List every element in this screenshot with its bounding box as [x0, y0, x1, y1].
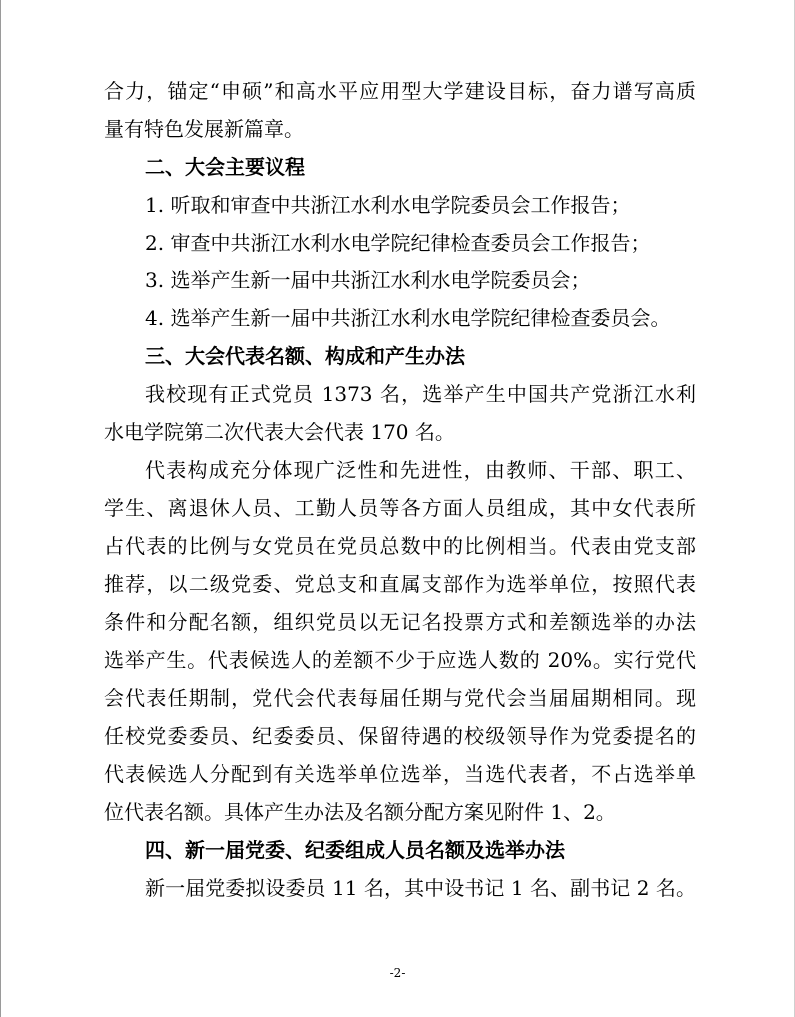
page-number: -2-: [389, 966, 406, 980]
paragraph-line: 代表构成充分体现广泛性和先进性，由教师、干部、职工、: [145, 458, 696, 482]
paragraph-line: 占代表的比例与女党员在党员总数中的比例相当。代表由党支部: [104, 534, 696, 558]
paragraph-line: 条件和分配名额，组织党员以无记名投票方式和差额选举的办法: [104, 610, 696, 634]
paragraph-line: 位代表名额。具体产生办法及名额分配方案见附件 1、2。: [104, 800, 616, 824]
paragraph-line: 新一届党委拟设委员 11 名，其中设书记 1 名、副书记 2 名。: [145, 876, 696, 900]
paragraph-line: 会代表任期制，党代会代表每届任期与党代会当届届期相同。现: [104, 686, 696, 710]
agenda-item: 2. 审查中共浙江水利水电学院纪律检查委员会工作报告；: [145, 231, 651, 255]
section-heading: 二、大会主要议程: [145, 155, 305, 179]
page-edge-left: [0, 0, 1, 1017]
section-heading: 四、新一届党委、纪委组成人员名额及选举办法: [145, 838, 565, 862]
paragraph-line: 量有特色发展新篇章。: [104, 117, 304, 141]
paragraph-line: 选举产生。代表候选人的差额不少于应选人数的 20%。实行党代: [104, 648, 696, 672]
paragraph-line: 我校现有正式党员 1373 名，选举产生中国共产党浙江水利: [145, 382, 696, 406]
paragraph-line: 推荐，以二级党委、党总支和直属支部作为选举单位，按照代表: [104, 572, 696, 596]
paragraph-line: 合力，锚定“申硕”和高水平应用型大学建设目标，奋力谱写高质: [104, 79, 696, 103]
paragraph-line: 代表候选人分配到有关选举单位选举，当选代表者，不占选举单: [104, 762, 696, 786]
paragraph-line: 任校党委委员、纪委委员、保留待遇的校级领导作为党委提名的: [104, 724, 696, 748]
paragraph-line: 水电学院第二次代表大会代表 170 名。: [104, 420, 455, 444]
section-heading: 三、大会代表名额、构成和产生办法: [145, 344, 465, 368]
agenda-item: 1. 听取和审查中共浙江水利水电学院委员会工作报告；: [145, 193, 631, 217]
agenda-item: 4. 选举产生新一届中共浙江水利水电学院纪律检查委员会。: [145, 306, 671, 330]
paragraph-line: 学生、离退休人员、工勤人员等各方面人员组成，其中女代表所: [104, 496, 696, 520]
agenda-item: 3. 选举产生新一届中共浙江水利水电学院委员会；: [145, 268, 591, 292]
